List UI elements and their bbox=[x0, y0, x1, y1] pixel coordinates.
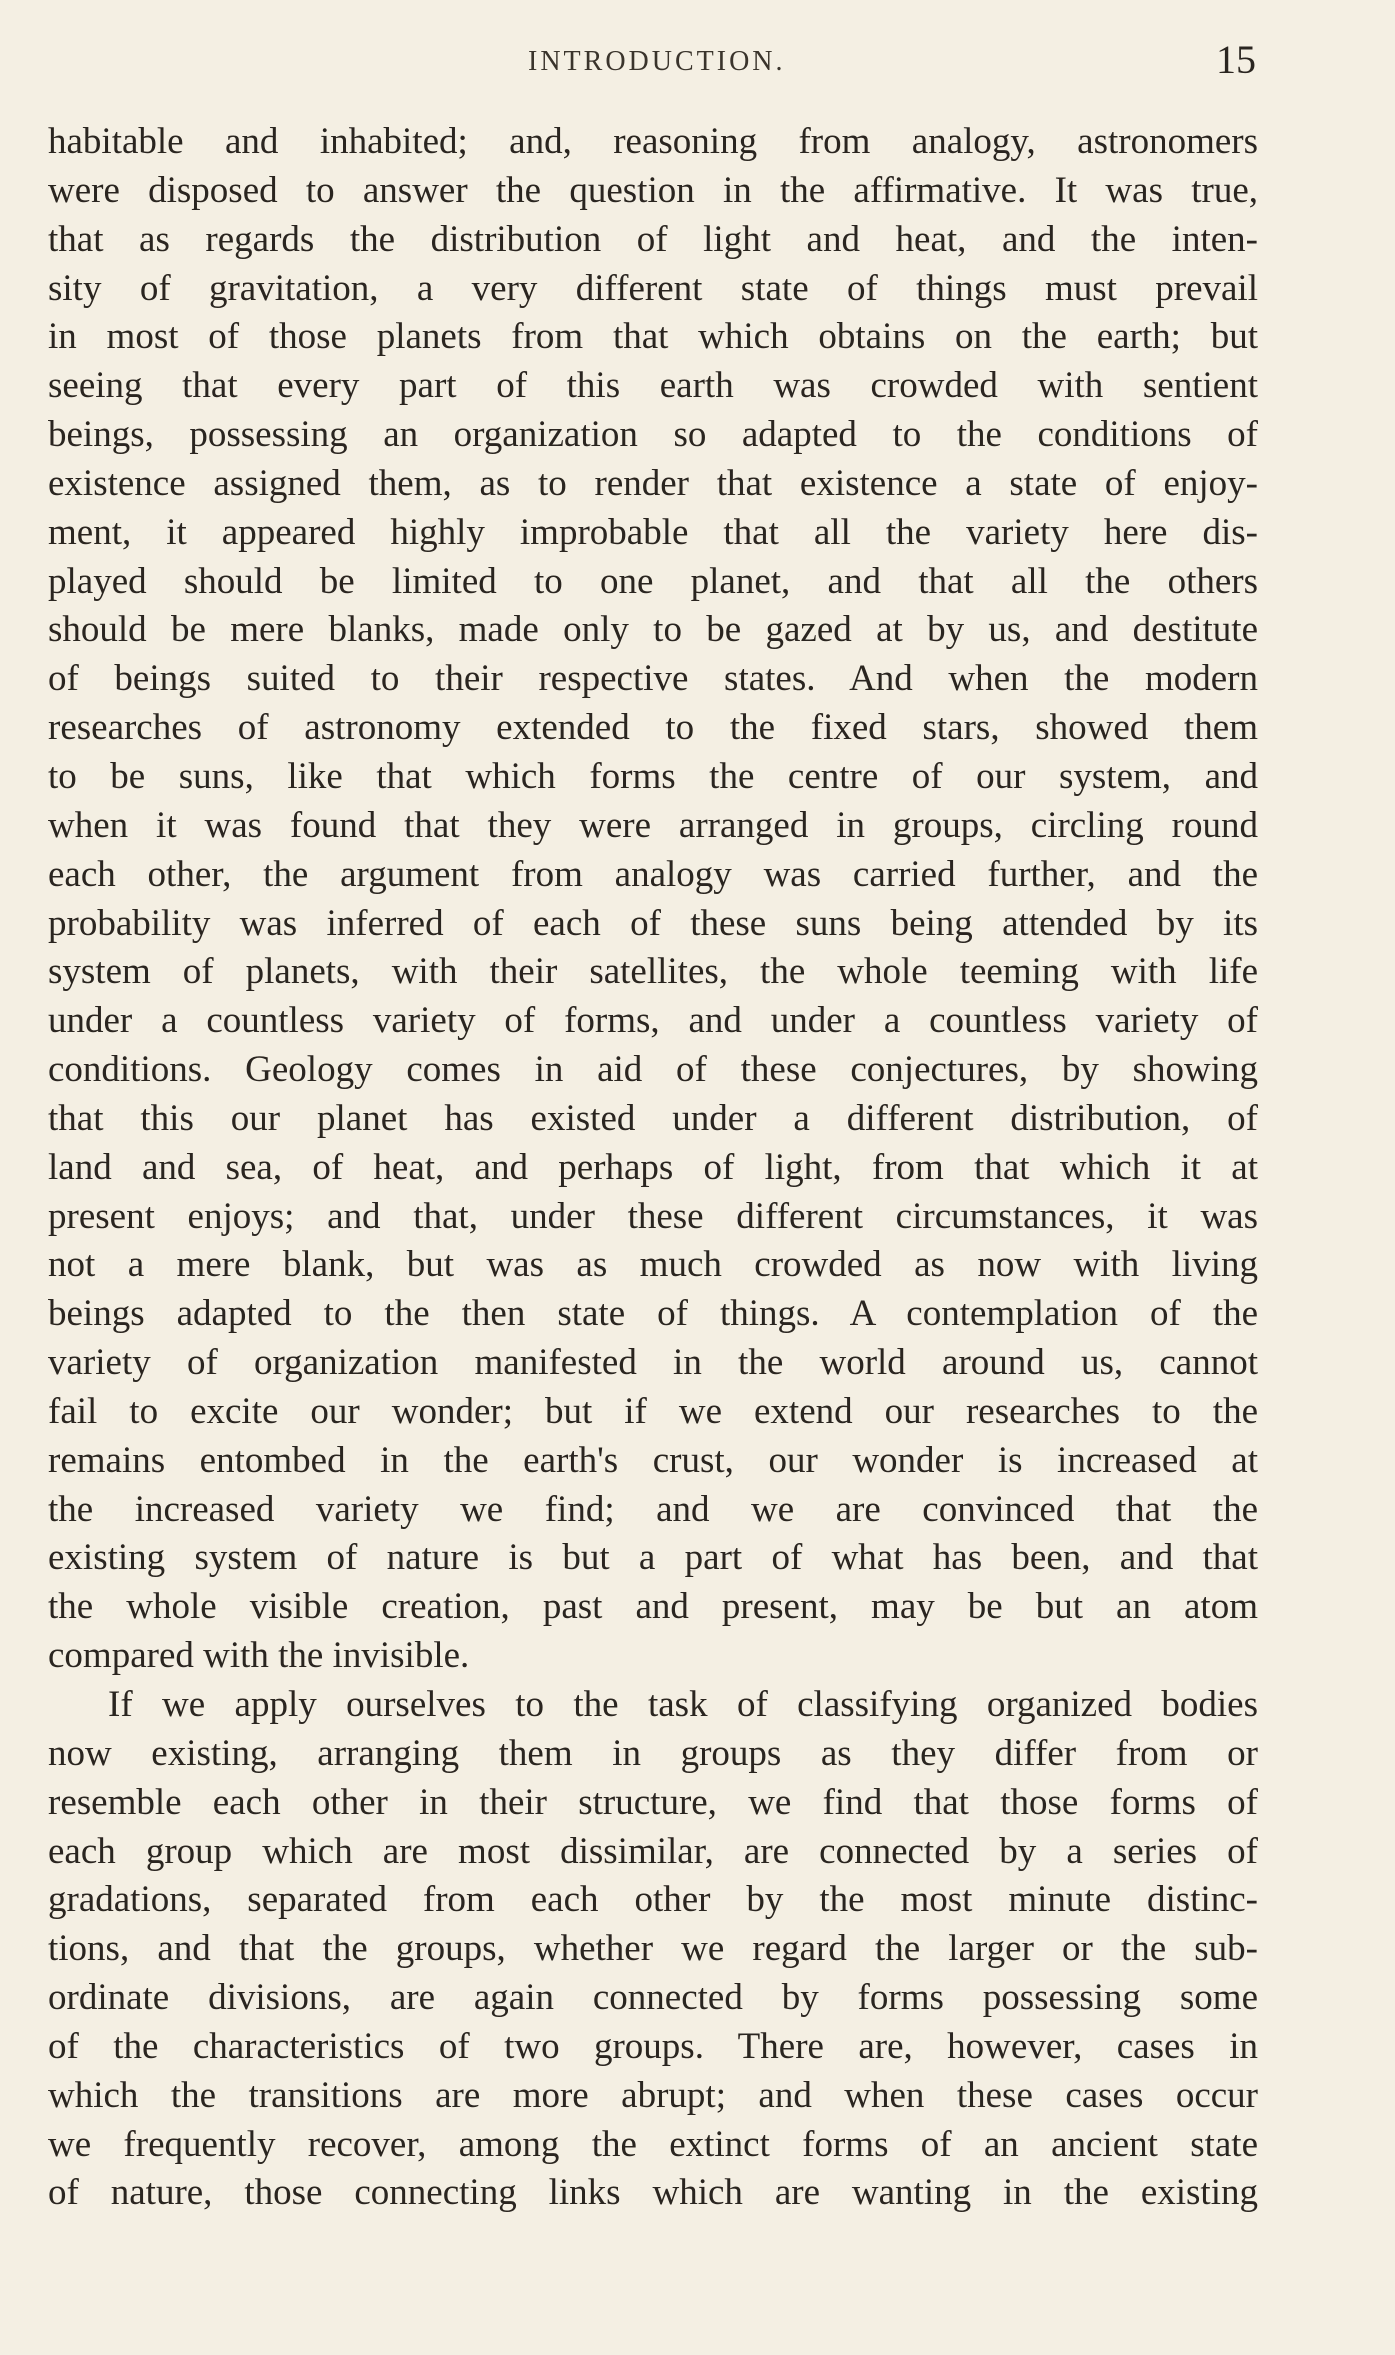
text-line: sity of gravitation, a very different state of things must prevail bbox=[48, 267, 1258, 309]
body-text bbox=[48, 118, 1258, 2218]
text-line: now existing, arranging them in groups as they differ from or bbox=[48, 1732, 1258, 1774]
text-line: not a mere blank, but was as much crowded as now with living bbox=[48, 1244, 1258, 1286]
running-head: INTRODUCTION. bbox=[528, 46, 786, 77]
text-line: beings adapted to the then state of things. A contemplation of the bbox=[48, 1293, 1258, 1335]
text-line: conditions. Geology comes in aid of these conjectures, by showing bbox=[48, 1049, 1258, 1091]
text-line: of the characteristics of two groups. There are, however, cases in bbox=[48, 2025, 1258, 2067]
text-line: ordinate divisions, are again connected by forms possessing some bbox=[48, 1977, 1258, 2019]
text-line: each group which are most dissimilar, are connected by a series of bbox=[48, 1830, 1258, 1872]
text-line: probability was inferred of each of these suns being attended by its bbox=[48, 902, 1258, 944]
text-line: when it was found that they were arranged in groups, circling round bbox=[48, 804, 1258, 846]
page-header bbox=[0, 36, 1395, 86]
text-line: present enjoys; and that, under these different circumstances, it was bbox=[48, 1195, 1258, 1237]
text-line: that this our planet has existed under a different distribution, of bbox=[48, 1097, 1258, 1139]
text-line: land and sea, of heat, and perhaps of light, from that which it at bbox=[48, 1146, 1258, 1188]
text-line: we frequently recover, among the extinct forms of an ancient state bbox=[48, 2123, 1258, 2165]
text-line: variety of organization manifested in the world around us, cannot bbox=[48, 1342, 1258, 1384]
text-line: in most of those planets from that which obtains on the earth; but bbox=[48, 316, 1258, 358]
text-line: that as regards the distribution of light and heat, and the inten- bbox=[48, 218, 1258, 260]
text-line: remains entombed in the earth's crust, our wonder is increased at bbox=[48, 1439, 1258, 1481]
text-line: which the transitions are more abrupt; and when these cases occur bbox=[48, 2074, 1258, 2116]
text-line: each other, the argument from analogy was carried further, and the bbox=[48, 853, 1258, 895]
text-line: seeing that every part of this earth was crowded with sentient bbox=[48, 365, 1258, 407]
text-line: tions, and that the groups, whether we regard the larger or the sub- bbox=[48, 1928, 1258, 1970]
text-line: beings, possessing an organization so adapted to the conditions of bbox=[48, 414, 1258, 456]
text-line: gradations, separated from each other by the most minute distinc- bbox=[48, 1879, 1258, 1921]
text-line: were disposed to answer the question in the affirmative. It was true, bbox=[48, 169, 1258, 211]
text-line: existence assigned them, as to render that existence a state of enjoy- bbox=[48, 462, 1258, 504]
page-number: 15 bbox=[1216, 37, 1256, 82]
text-line: played should be limited to one planet, and that all the others bbox=[48, 560, 1258, 602]
text-line: fail to excite our wonder; but if we extend our researches to the bbox=[48, 1390, 1258, 1432]
text-line: habitable and inhabited; and, reasoning from analogy, astronomers bbox=[48, 121, 1258, 162]
text-line: to be suns, like that which forms the centre of our system, and bbox=[48, 755, 1258, 797]
paragraph-start-line: If we apply ourselves to the task of classifying organized bodies bbox=[108, 1684, 1258, 1725]
text-line: of beings suited to their respective states. And when the modern bbox=[48, 658, 1258, 700]
paragraph-end-line: compared with the invisible. bbox=[48, 1635, 470, 1677]
text-line: existing system of nature is but a part of what has been, and that bbox=[48, 1537, 1258, 1579]
text-line: should be mere blanks, made only to be gazed at by us, and destitute bbox=[48, 609, 1258, 651]
text-line: ment, it appeared highly improbable that all the variety here dis- bbox=[48, 511, 1258, 553]
text-line: system of planets, with their satellites, the whole teeming with life bbox=[48, 951, 1258, 993]
text-line: under a countless variety of forms, and under a countless variety of bbox=[48, 1000, 1258, 1042]
text-line: researches of astronomy extended to the fixed stars, showed them bbox=[48, 707, 1258, 749]
text-line: the whole visible creation, past and present, may be but an atom bbox=[48, 1586, 1258, 1628]
text-line: of nature, those connecting links which are wanting in the existing bbox=[48, 2172, 1258, 2214]
text-line: resemble each other in their structure, we find that those forms of bbox=[48, 1781, 1258, 1823]
text-line: the increased variety we find; and we are convinced that the bbox=[48, 1488, 1258, 1530]
